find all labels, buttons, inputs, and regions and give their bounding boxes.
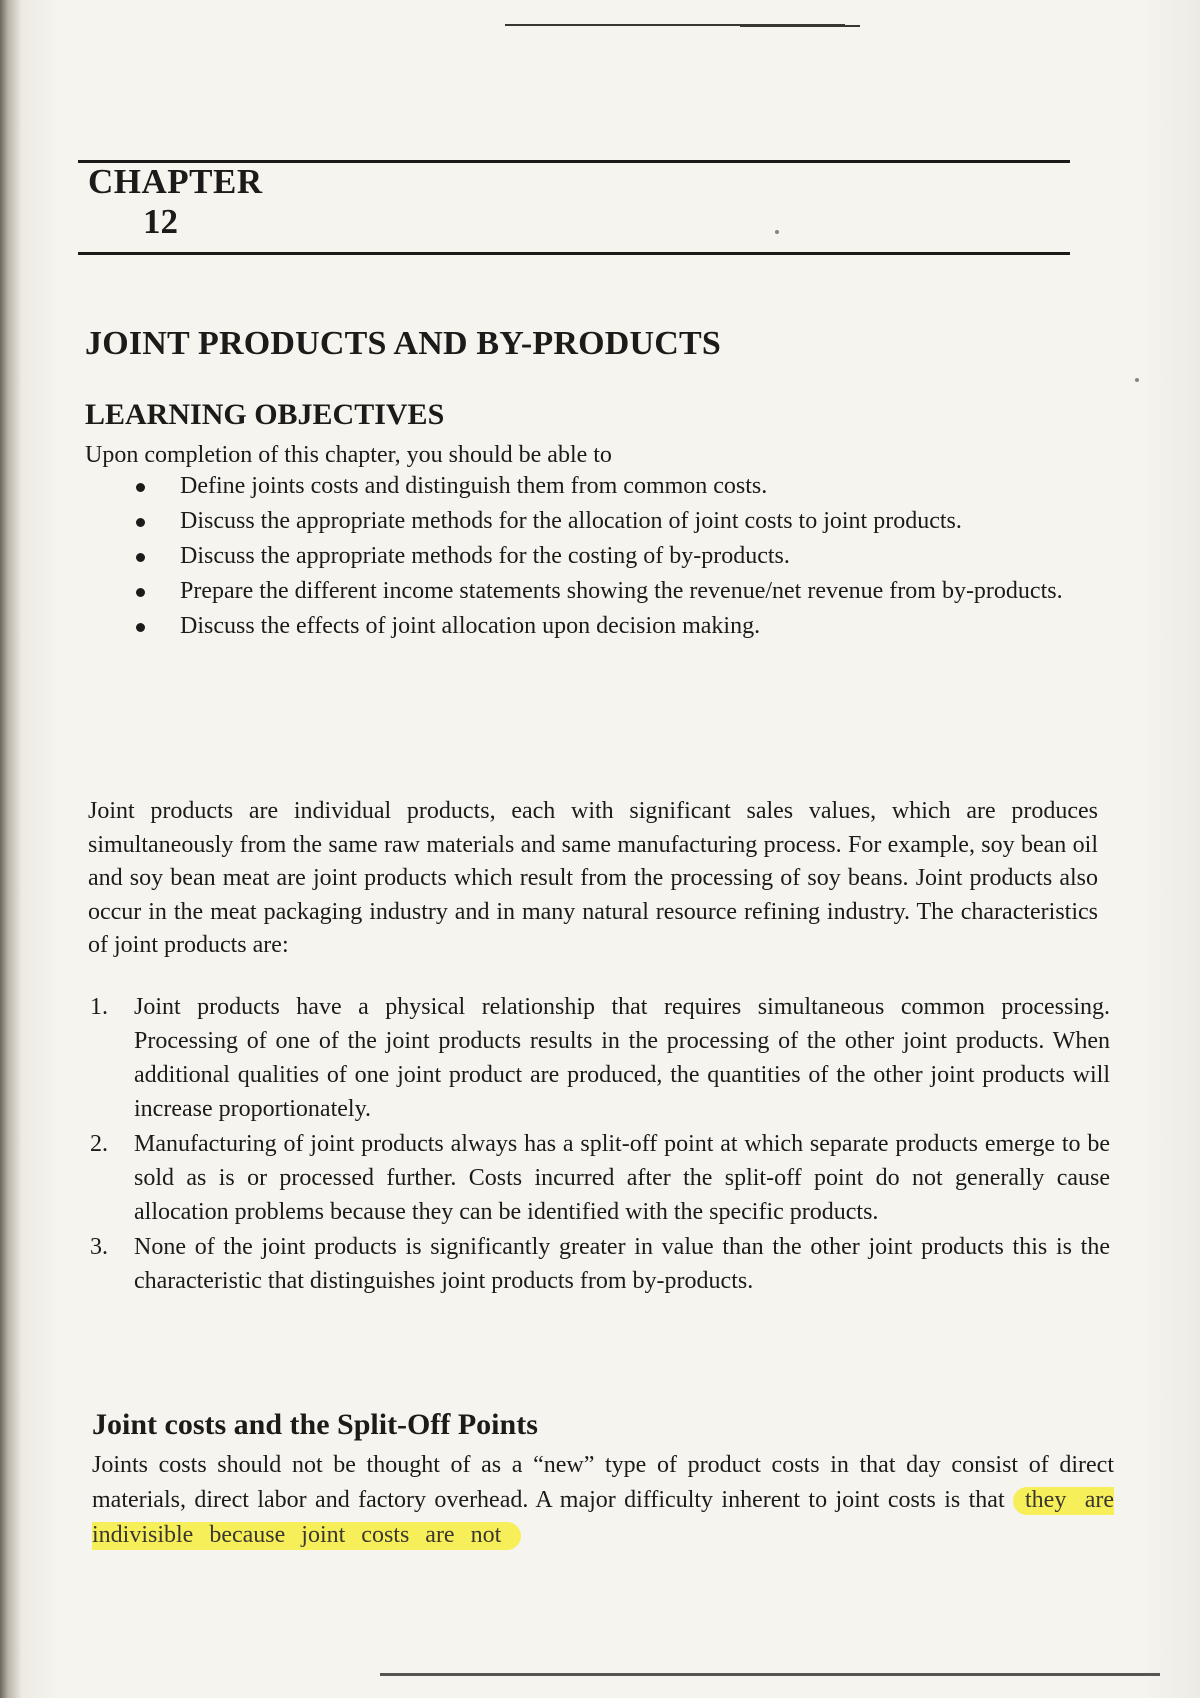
chapter-title: JOINT PRODUCTS AND BY-PRODUCTS — [85, 325, 722, 362]
chapter-label: CHAPTER — [88, 162, 263, 201]
chapter-number: 12 — [143, 202, 178, 241]
characteristic-number: 3. — [90, 1234, 108, 1260]
chapter-rule-bottom — [78, 252, 1070, 255]
learning-objectives-list — [120, 472, 1085, 647]
characteristics-list — [88, 990, 1110, 1299]
learning-objectives-intro: Upon completion of this chapter, you should be able to — [85, 442, 612, 468]
characteristic-number: 1. — [90, 994, 108, 1020]
objective-item: Discuss the appropriate methods for the allocation of joint costs to joint products. — [120, 507, 1085, 536]
characteristic-text: None of the joint products is significantly greater in value than the other joint products this is the characteristic that distinguishes joint products from by-products. — [134, 1234, 1110, 1294]
section-paragraph-text: Joints costs should not be thought of as a “new” type of product costs in that day consist of direct materials, direct labor and factory overhead. A major difficulty inherent to joint costs is that — [92, 1452, 1114, 1513]
scan-speck — [775, 230, 779, 234]
characteristic-item — [88, 990, 1110, 1126]
highlighted-text: they are indivisible because joint costs are not — [92, 1487, 1114, 1548]
characteristic-item — [88, 1127, 1110, 1229]
chapter-header — [78, 150, 1070, 260]
top-rule-segment — [740, 25, 860, 27]
characteristic-item — [88, 1230, 1110, 1298]
scan-speck — [1135, 378, 1139, 382]
objective-item: Discuss the appropriate methods for the costing of by-products. — [120, 542, 1085, 571]
characteristic-text: Joint products have a physical relationship that requires simultaneous common processing. Processing of one of the joint products results in the processing of the other joint products. When additional qualities of one joint product are produced, the quantities of the other joint products will increase proportionately. — [134, 994, 1110, 1122]
objective-item: Define joints costs and distinguish them from common costs. — [120, 472, 1085, 501]
characteristic-text: Manufacturing of joint products always has a split-off point at which separate products emerge to be sold as is or processed further. Costs incurred after the split-off point do not generally cause allocation problems because they can be identified with the specific products. — [134, 1131, 1110, 1225]
learning-objectives-heading: LEARNING OBJECTIVES — [85, 398, 445, 431]
bottom-rule — [380, 1673, 1160, 1676]
objective-item: Prepare the different income statements showing the revenue/net revenue from by-products. — [120, 577, 1085, 606]
characteristic-number: 2. — [90, 1131, 108, 1157]
intro-paragraph: Joint products are individual products, each with significant sales values, which are produces simultaneously from the same raw materials and same manufacturing process. For example, soy bean oil and soy bean meat are joint products which result from the processing of soy beans. Joint products also occur in the meat packaging industry and in many natural resource refining industry. The characteristics of joint products are: — [88, 798, 1098, 958]
section-heading: Joint costs and the Split-Off Points — [92, 1408, 538, 1441]
section-paragraph — [92, 1448, 1114, 1553]
objective-item: Discuss the effects of joint allocation upon decision making. — [120, 612, 1085, 641]
